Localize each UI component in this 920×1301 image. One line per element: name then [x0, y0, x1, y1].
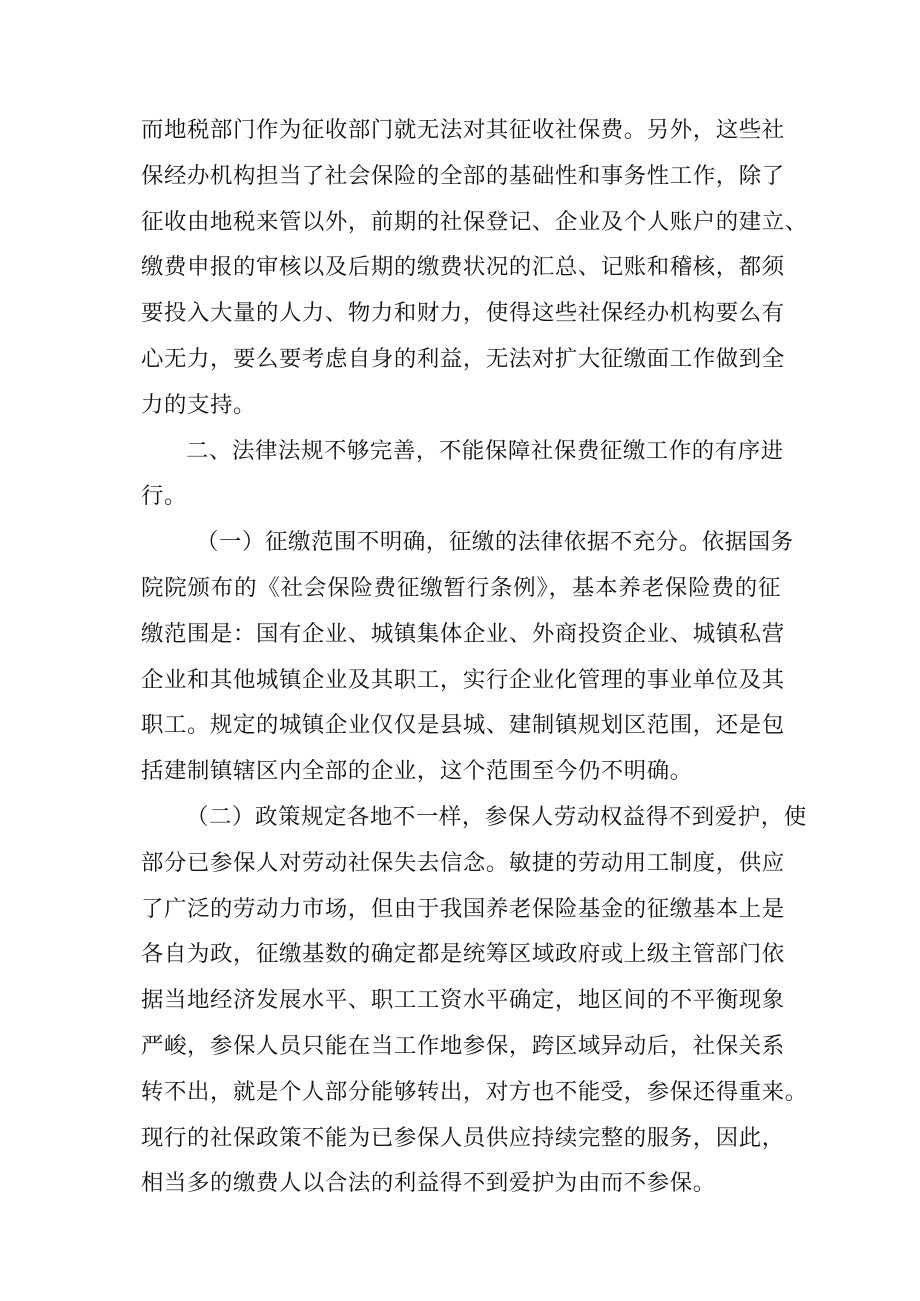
text-line: （一）征缴范围不明确，征缴的法律依据不充分。依据国务 [196, 529, 794, 556]
text-line: 心无力，要么要考虑自身的利益，无法对扩大征缴面工作做到全 [141, 345, 785, 372]
document-body [141, 108, 808, 1207]
text-line: 保经办机构担当了社会保险的全部的基础性和事务性工作，除了 [141, 162, 785, 189]
text-line: 院院颁布的《社会保险费征缴暂行条例》，基本养老保险费的征 [141, 574, 781, 601]
section-heading-laws [141, 429, 784, 521]
text-line: 各自为政，征缴基数的确定都是统筹区域政府或上级主管部门依 [141, 941, 785, 968]
text-line: 缴范围是：国有企业、城镇集体企业、外商投资企业、城镇私营 [141, 620, 785, 647]
text-line: 力的支持。 [141, 391, 256, 418]
text-line: 了广泛的劳动力市场，但由于我国养老保险基金的征缴基本上是 [141, 895, 785, 922]
text-line: 据当地经济发展水平、职工工资水平确定，地区间的不平衡现象 [141, 987, 785, 1014]
text-line: 行。 [141, 483, 187, 510]
text-line: 征收由地税来管以外，前期的社保登记、企业及个人账户的建立、 [141, 208, 808, 235]
text-line: 严峻，参保人员只能在当工作地参保，跨区域异动后，社保关系 [141, 1032, 785, 1059]
text-line: 要投入大量的人力、物力和财力，使得这些社保经办机构要么有 [141, 300, 785, 327]
text-line: 职工。规定的城镇企业仅仅是县城、建制镇规划区范围，还是包 [141, 712, 785, 739]
text-line: 而地税部门作为征收部门就无法对其征收社保费。另外，这些社 [141, 117, 785, 143]
paragraph-social-insurance-agencies [141, 108, 808, 429]
paragraph-scope-unclear [141, 520, 794, 795]
text-line: 缴费申报的审核以及后期的缴费状况的汇总、记账和稽核，都须 [141, 254, 785, 281]
text-line: 转不出，就是个人部分能够转出，对方也不能受，参保还得重来。 [141, 1078, 808, 1105]
text-line: 相当多的缴费人以合法的利益得不到爱护为由而不参保。 [141, 1170, 716, 1197]
text-line: 现行的社保政策不能为已参保人员供应持续完整的服务，因此， [141, 1124, 785, 1151]
text-line: （二）政策规定各地不一样，参保人劳动权益得不到爱护，使 [186, 803, 807, 830]
paragraph-policy-differences [141, 795, 808, 1207]
text-line: 二、法律法规不够完善，不能保障社保费征缴工作的有序进 [186, 437, 784, 464]
text-line: 部分已参保人对劳动社保失去信念。敏捷的劳动用工制度，供应 [141, 849, 785, 876]
text-line: 企业和其他城镇企业及其职工，实行企业化管理的事业单位及其 [141, 666, 785, 693]
text-line: 括建制镇辖区内全部的企业，这个范围至今仍不明确。 [141, 758, 693, 785]
